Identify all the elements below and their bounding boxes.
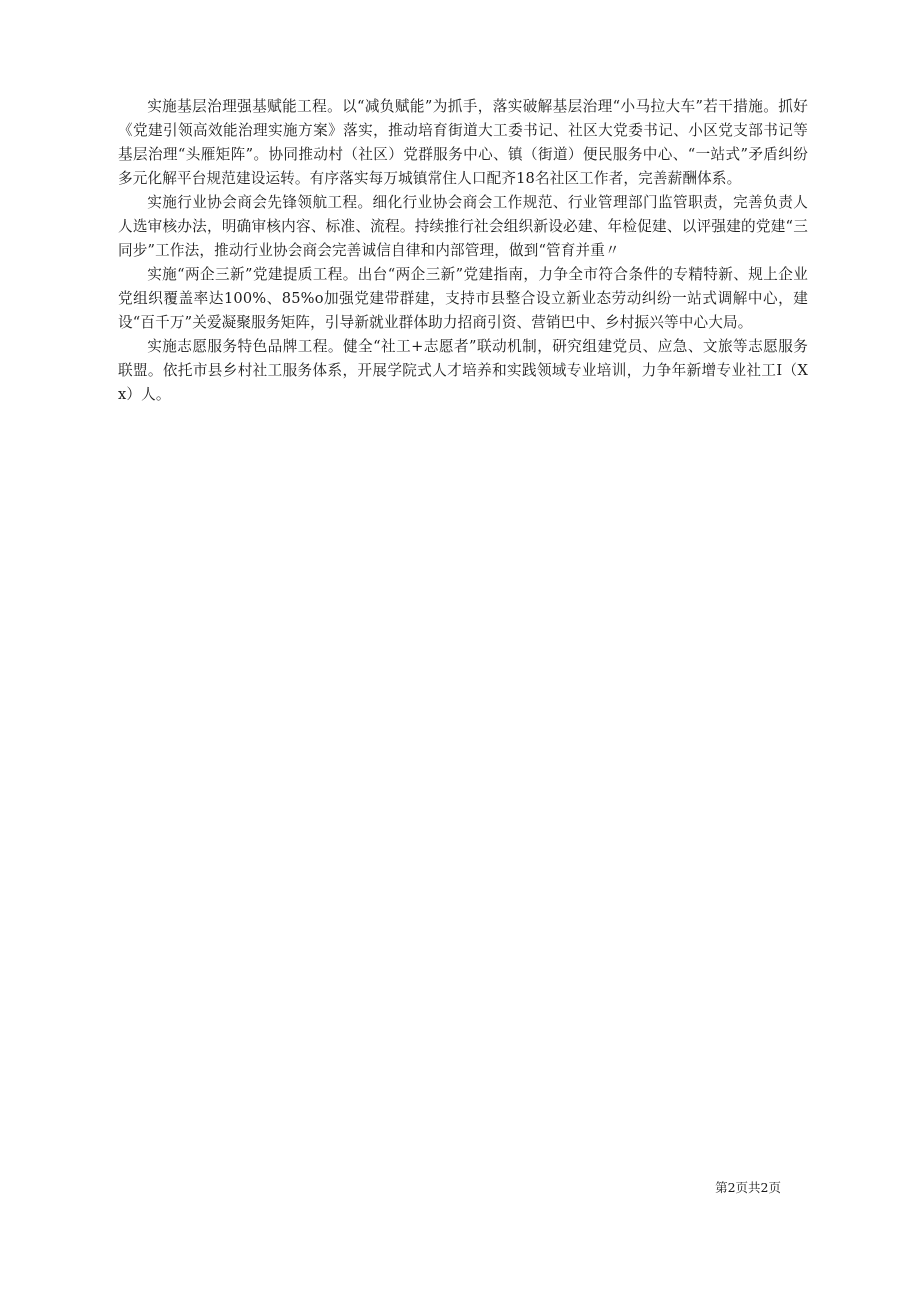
document-body: [118, 95, 808, 407]
paragraph-industry-associations: 实施行业协会商会先锋领航工程。细化行业协会商会工作规范、行业管理部门监管职责，完善负责人人选审核办法，明确审核内容、标准、流程。持续推行社会组织新设必建、年检促建、以评强建的党建“三同步”工作法，推动行业协会商会完善诚信自律和内部管理，做到“管育并重〃: [118, 194, 808, 259]
page-number: 第2页共2页: [715, 1180, 781, 1195]
paragraph-two-enterprises-three-new: 实施“两企三新”党建提质工程。出台“两企三新”党建指南，力争全市符合条件的专精特新、规上企业党组织覆盖率达100%、85%o加强党建带群建，支持市县整合设立新业态劳动纠纷一站式调解中心，建设“百千万”关爱凝聚服务矩阵，引导新就业群体助力招商引资、营销巴中、乡村振兴等中心大局。: [118, 266, 808, 331]
paragraph-volunteer-service: 实施志愿服务特色品牌工程。健全“社工+志愿者”联动机制，研究组建党员、应急、文旅等志愿服务联盟。依托市县乡村社工服务体系，开展学院式人才培养和实践领域专业培训，力争年新增专业社工I（Xx）人。: [118, 338, 808, 403]
paragraph-grassroots-governance: 实施基层治理强基赋能工程。以“减负赋能”为抓手，落实破解基层治理“小马拉大车”若干措施。抓好《党建引领高效能治理实施方案》落实，推动培育街道大工委书记、社区大党委书记、小区党支部书记等基层治理“头雁矩阵”。协同推动村（社区）党群服务中心、镇（街道）便民服务中心、“一站式”矛盾纠纷多元化解平台规范建设运转。有序落实每万城镇常住人口配齐18名社区工作者，完善薪酬体系。: [118, 98, 808, 187]
